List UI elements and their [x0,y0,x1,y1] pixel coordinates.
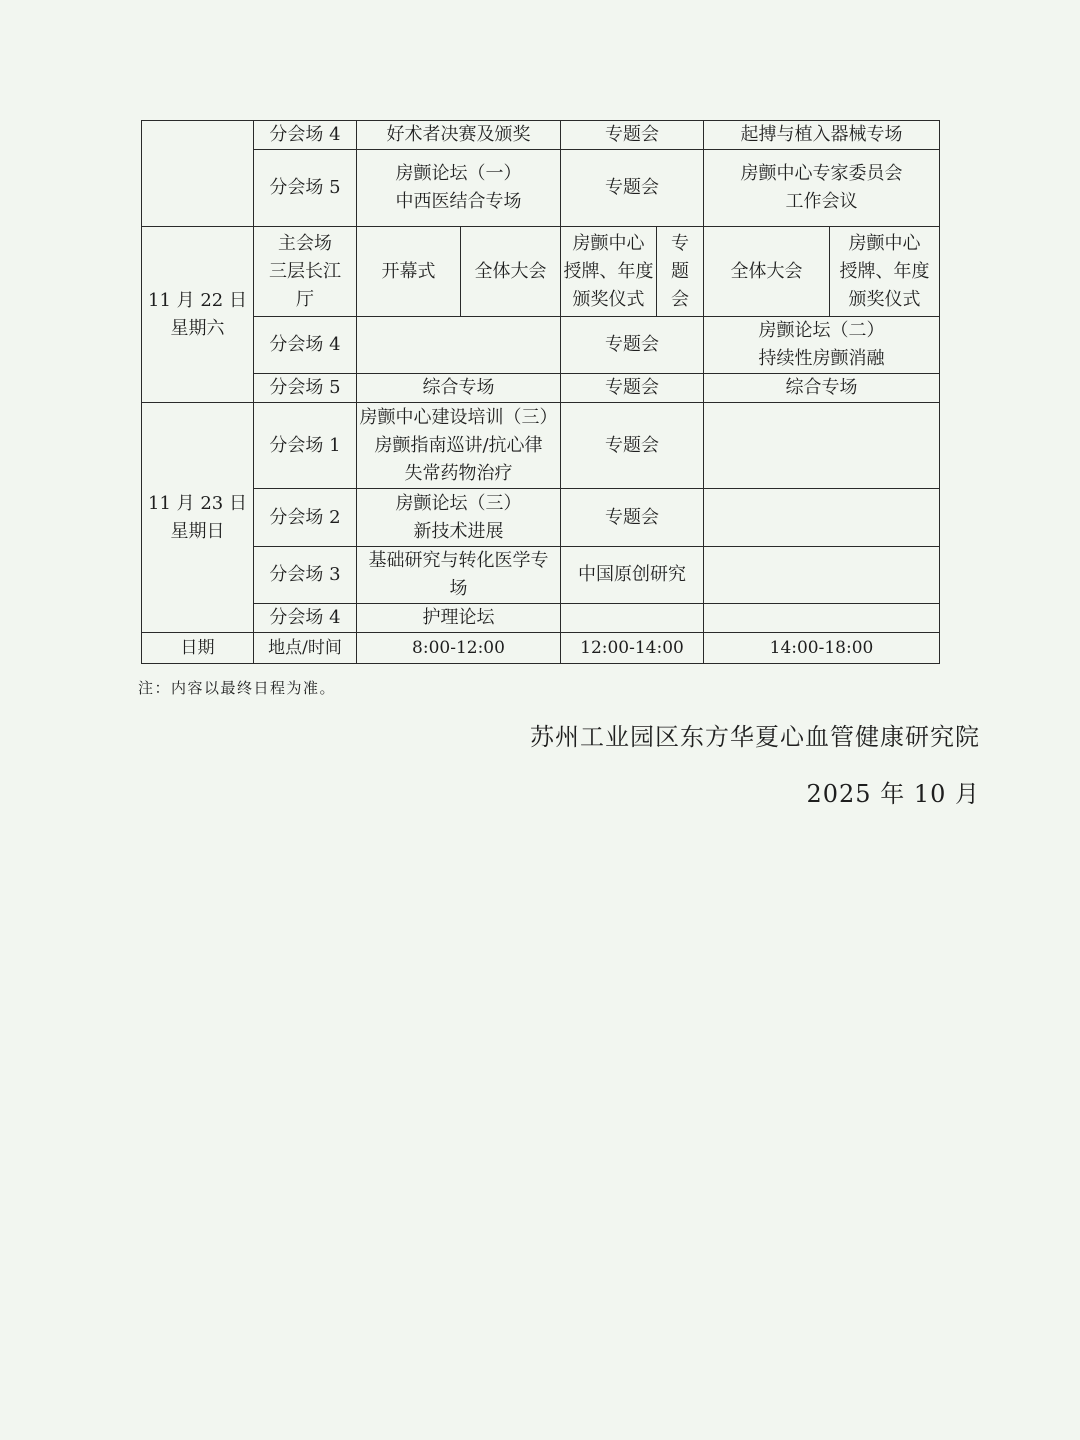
header-venue: 地点/时间 [254,633,357,664]
afternoon-cell: 起搏与植入器械专场 [704,121,940,150]
table-row [142,374,940,403]
venue-cell: 分会场 5 [254,374,357,403]
afternoon-cell [704,547,940,604]
table-row [142,227,940,317]
table-row [142,547,940,604]
issue-date: 2025 年 10 月 [806,780,980,808]
noon-cell: 专题会 [561,150,704,227]
afternoon-cell-1: 全体大会 [704,227,830,317]
header-time-morning: 8:00-12:00 [357,633,561,664]
noon-cell: 专题会 [561,403,704,489]
venue-cell: 分会场 4 [254,317,357,374]
table-row [142,403,940,489]
footnote: 注：内容以最终日程为准。 [138,679,337,697]
morning-cell: 综合专场 [357,374,561,403]
noon-cell-2: 专 题 会 [657,227,704,317]
afternoon-cell [704,489,940,547]
morning-cell: 房颤中心建设培训（三） 房颤指南巡讲/抗心律 失常药物治疗 [357,403,561,489]
header-time-noon: 12:00-14:00 [561,633,704,664]
date-cell-empty [142,121,254,227]
afternoon-cell: 房颤论坛（二） 持续性房颤消融 [704,317,940,374]
afternoon-cell: 综合专场 [704,374,940,403]
morning-cell: 基础研究与转化医学专 场 [357,547,561,604]
header-row [142,633,940,664]
organization-name: 苏州工业园区东方华夏心血管健康研究院 [530,723,980,751]
header-date: 日期 [142,633,254,664]
noon-cell: 专题会 [561,489,704,547]
header-time-afternoon: 14:00-18:00 [704,633,940,664]
afternoon-cell [704,403,940,489]
morning-cell-2: 全体大会 [461,227,561,317]
morning-cell: 好术者决赛及颁奖 [357,121,561,150]
noon-cell: 专题会 [561,121,704,150]
morning-cell [357,317,561,374]
date-cell-nov23: 11 月 23 日 星期日 [142,403,254,633]
table-row [142,604,940,633]
table-row [142,150,940,227]
venue-cell: 主会场 三层长江 厅 [254,227,357,317]
venue-cell: 分会场 2 [254,489,357,547]
venue-cell: 分会场 4 [254,121,357,150]
venue-cell: 分会场 3 [254,547,357,604]
noon-cell: 专题会 [561,317,704,374]
afternoon-cell [704,604,940,633]
venue-cell: 分会场 4 [254,604,357,633]
date-cell-nov22: 11 月 22 日 星期六 [142,227,254,403]
table-row [142,317,940,374]
noon-cell [561,604,704,633]
schedule-table [141,120,940,664]
table-row [142,121,940,150]
morning-cell: 房颤论坛（一） 中西医结合专场 [357,150,561,227]
morning-cell: 房颤论坛（三） 新技术进展 [357,489,561,547]
noon-cell-1: 房颤中心 授牌、年度 颁奖仪式 [561,227,657,317]
venue-cell: 分会场 1 [254,403,357,489]
noon-cell: 中国原创研究 [561,547,704,604]
venue-cell: 分会场 5 [254,150,357,227]
afternoon-cell: 房颤中心专家委员会 工作会议 [704,150,940,227]
noon-cell: 专题会 [561,374,704,403]
table-row [142,489,940,547]
morning-cell-1: 开幕式 [357,227,461,317]
afternoon-cell-2: 房颤中心 授牌、年度 颁奖仪式 [830,227,940,317]
morning-cell: 护理论坛 [357,604,561,633]
